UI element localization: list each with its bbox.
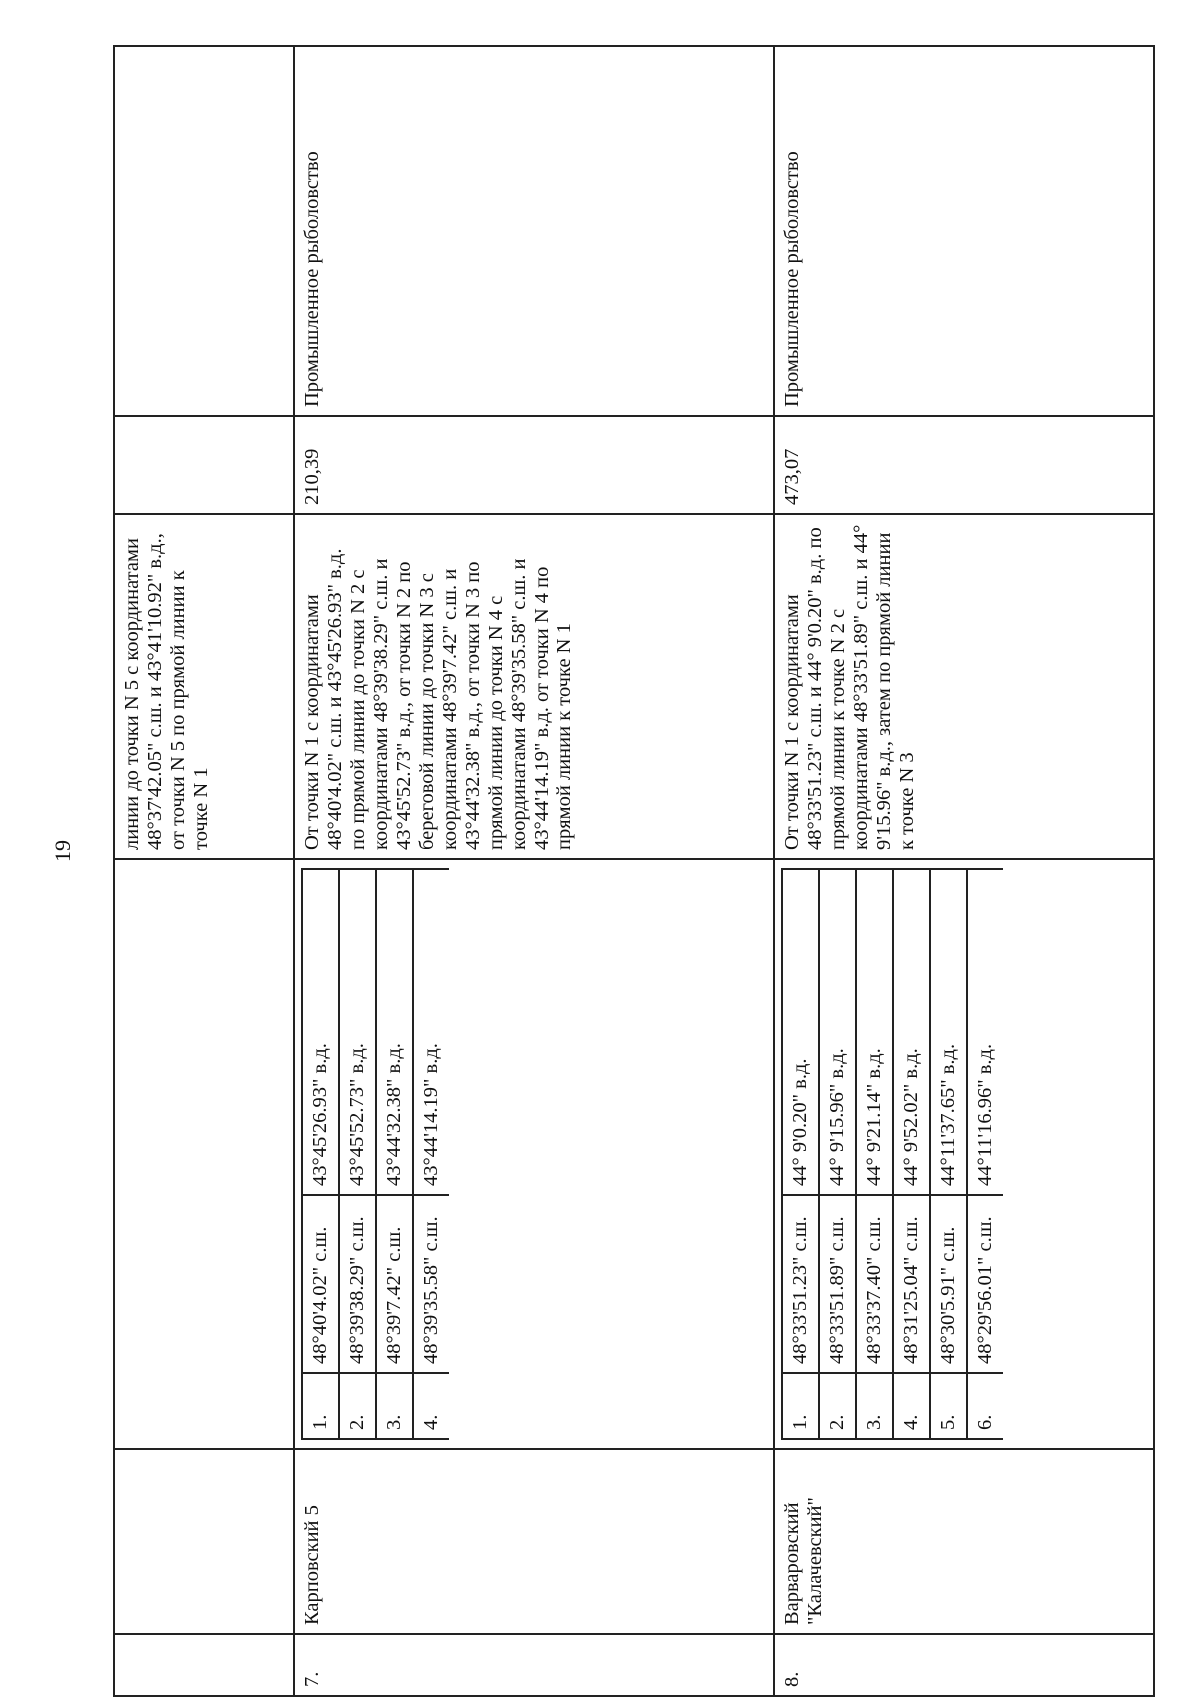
- coordinates-table: [781, 868, 1003, 1440]
- fishing-areas-table: [113, 45, 1155, 1697]
- coordinate-row: 1. 48°33'51.23" с.ш. 44° 9'0.20" в.д.: [782, 869, 819, 1439]
- coordinate-row: 4. 48°31'25.04" с.ш. 44° 9'52.02" в.д.: [893, 869, 930, 1439]
- coordinates-cell: [774, 859, 1154, 1449]
- row-number: 8.: [774, 1634, 1154, 1696]
- page-number: 19: [50, 840, 75, 862]
- coordinate-row: 3. 48°33'37.40" с.ш. 44° 9'21.14" в.д.: [856, 869, 893, 1439]
- description-cell: линии до точки N 5 с координатами 48°37'42.05" с.ш. и 43°41'10.92" в.д., от точки N 5 по прямой линии к точке N 1: [114, 514, 294, 859]
- area-name: Варваровский "Калачевский": [774, 1449, 1154, 1634]
- purpose-cell: Промышленное рыболовство: [294, 46, 774, 416]
- area-value: 473,07: [774, 416, 1154, 514]
- row-number: 7.: [294, 1634, 774, 1696]
- coordinate-row: 1. 48°40'4.02" с.ш. 43°45'26.93" в.д.: [302, 869, 339, 1439]
- coordinate-row: 2. 48°39'38.29" с.ш. 43°45'52.73" в.д.: [339, 869, 376, 1439]
- description-cell: От точки N 1 с координатами 48°40'4.02" с.ш. и 43°45'26.93" в.д. по прямой линии до точки N 2 с координатами 48°39'38.29" с.ш. и 43°45'52.73" в.д., от точки N 2 по береговой линии до точки N 3 с координатами 48°39'7.42" с.ш. и 43°44'32.38" в.д., от точки N 3 по прямой линии до точки N 4 с координатами 48°39'35.58" с.ш. и 43°44'14.19" в.д. от точки N 4 по прямой линии к точке N 1: [294, 514, 774, 859]
- rotated-table-container: [113, 47, 1153, 1697]
- coordinate-row: 6. 48°29'56.01" с.ш. 44°11'16.96" в.д.: [967, 869, 1003, 1439]
- coordinate-row: 2. 48°33'51.89" с.ш. 44° 9'15.96" в.д.: [819, 869, 856, 1439]
- coordinates-table: [301, 868, 449, 1440]
- purpose-cell: Промышленное рыболовство: [774, 46, 1154, 416]
- table-row: [774, 46, 1154, 1696]
- coordinate-row: 4. 48°39'35.58" с.ш. 43°44'14.19" в.д.: [413, 869, 449, 1439]
- coordinate-row: 3. 48°39'7.42" с.ш. 43°44'32.38" в.д.: [376, 869, 413, 1439]
- area-name: Карповский 5: [294, 1449, 774, 1634]
- table-row-continuation: [114, 46, 294, 1696]
- description-cell: От точки N 1 с координатами 48°33'51.23" с.ш. и 44° 9'0.20" в.д. по прямой линии к точке N 2 с координатами 48°33'51.89" с.ш. и 44° 9'15.96" в.д., затем по прямой линии к точке N 3: [774, 514, 1154, 859]
- area-value: 210,39: [294, 416, 774, 514]
- coordinates-cell: [294, 859, 774, 1449]
- table-row: [294, 46, 774, 1696]
- coordinate-row: 5. 48°30'5.91" с.ш. 44°11'37.65" в.д.: [930, 869, 967, 1439]
